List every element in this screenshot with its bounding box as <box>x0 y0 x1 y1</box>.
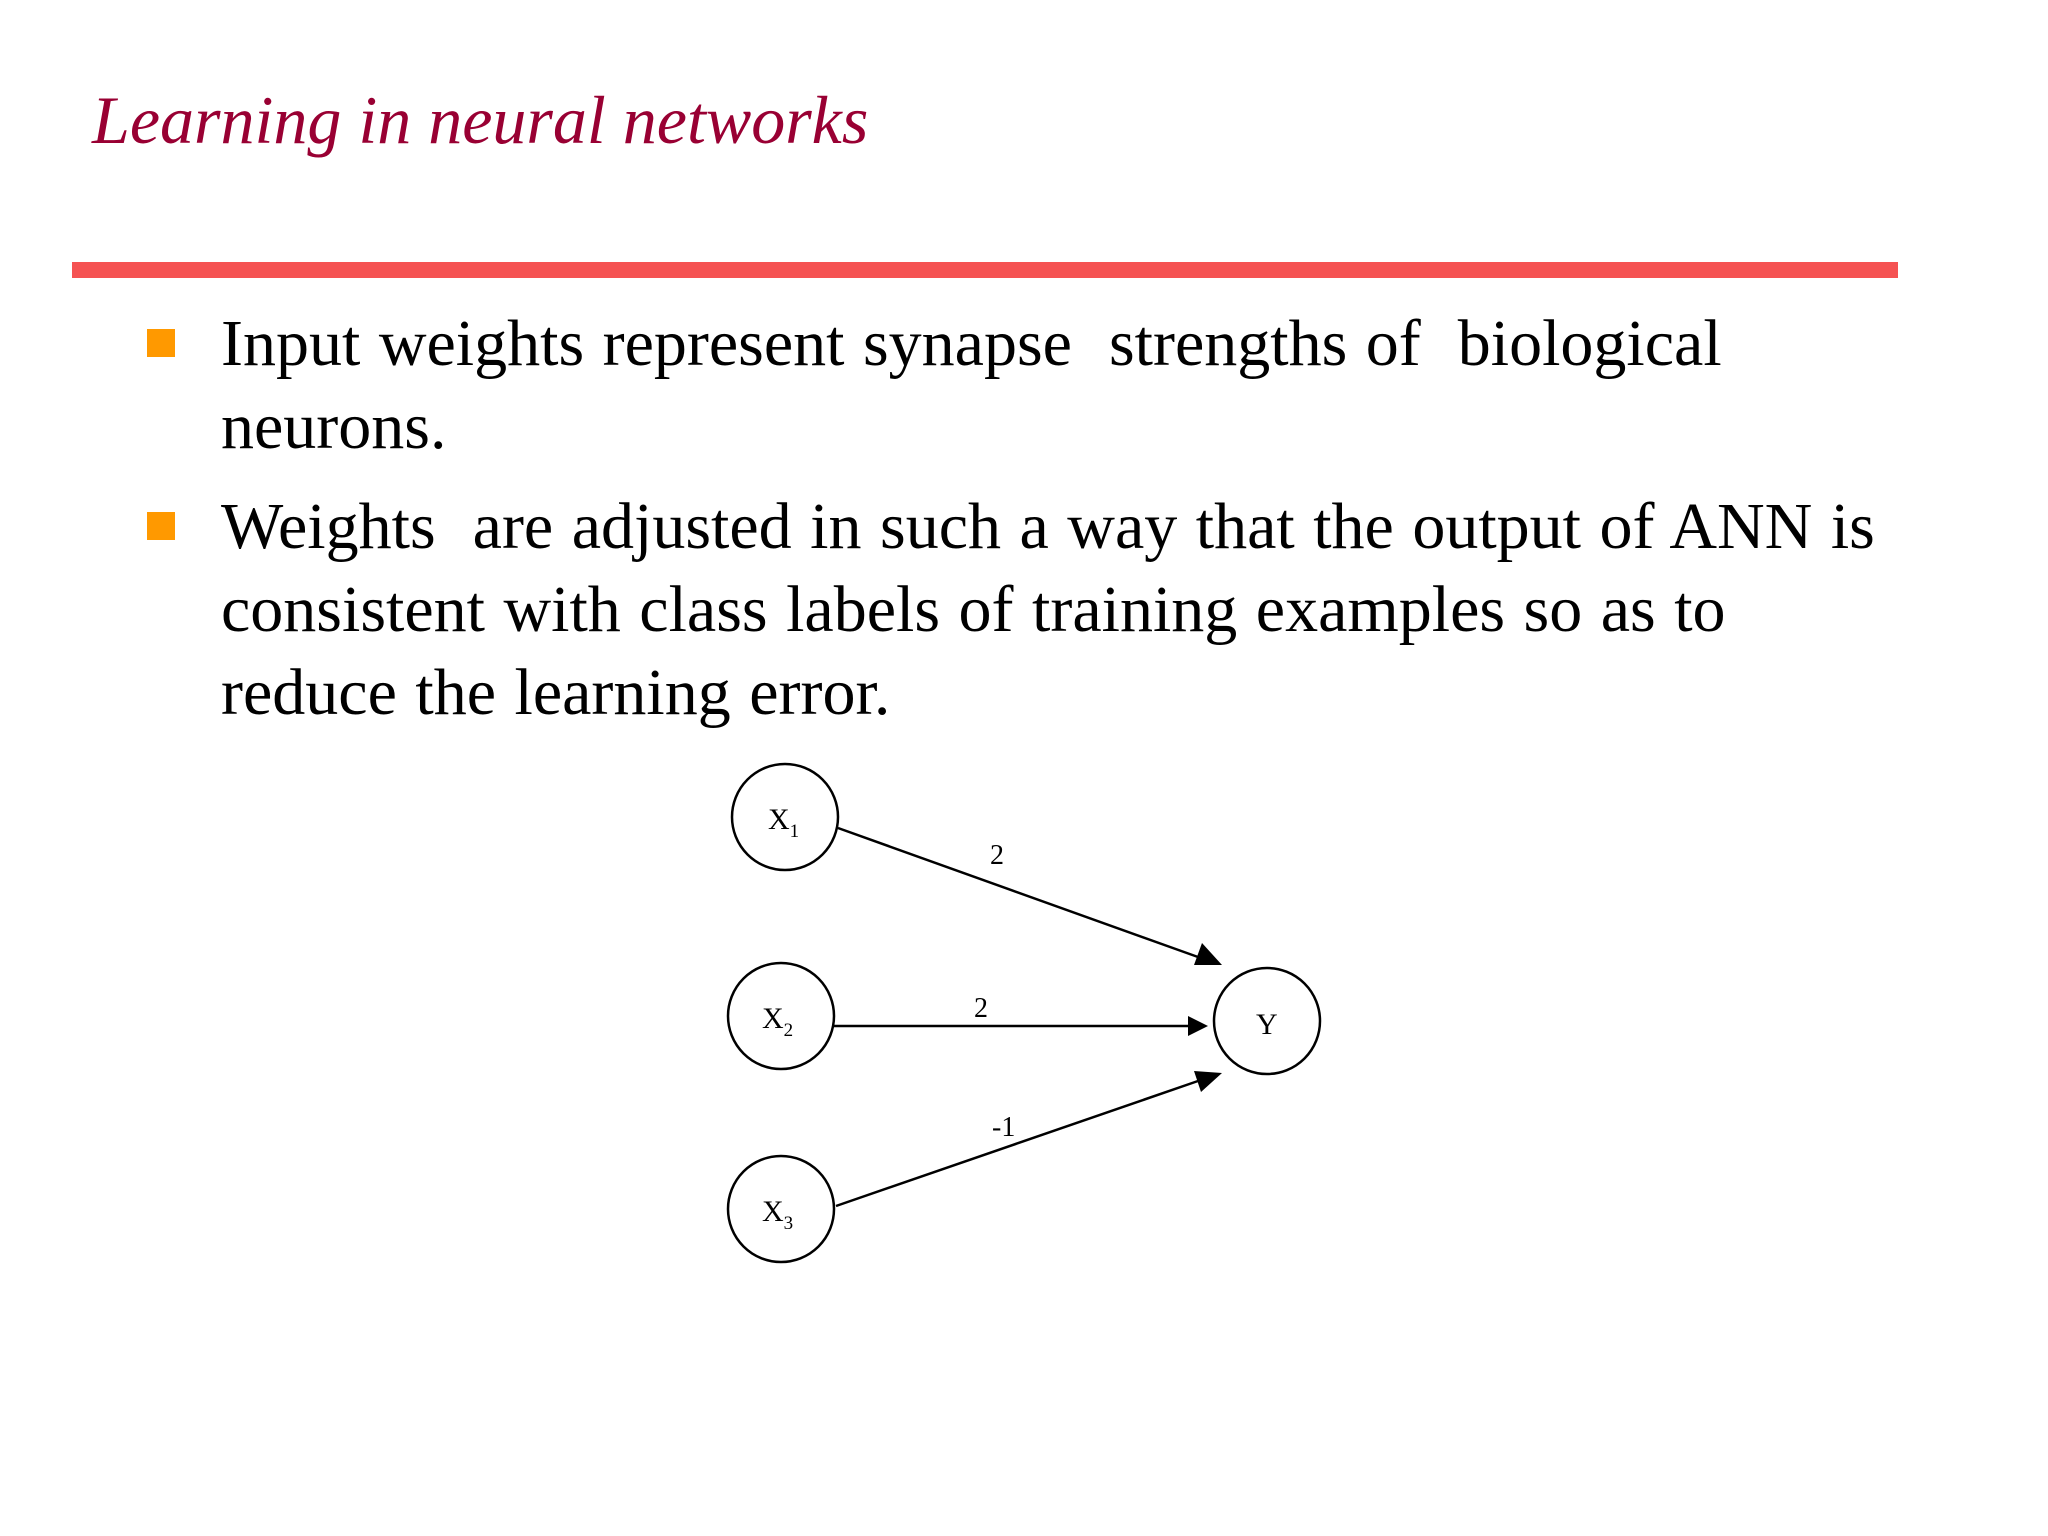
edge-weight-3: -1 <box>992 1112 1016 1143</box>
input-node-x1 <box>732 764 838 870</box>
edge-x3-y <box>836 1081 1198 1206</box>
arrow-head-icon <box>1194 1071 1222 1092</box>
node-letter: X <box>768 803 790 836</box>
node-subscript: 2 <box>783 1020 794 1041</box>
slide-title: Learning in neural networks <box>92 82 869 158</box>
output-node-y <box>1214 968 1320 1074</box>
bullet-text: Weights are adjusted in such a way that the output of ANN is consistent with class labels of training examples so as to reduce the learning error. <box>221 490 1894 729</box>
input-node-x2 <box>728 963 834 1069</box>
input-node-x3 <box>728 1156 834 1262</box>
edge-weight-2: 2 <box>974 993 988 1024</box>
bullet-text: Input weights represent synapse strengths of biological neurons. <box>221 307 1741 463</box>
edge-x1-y <box>838 828 1198 957</box>
node-subscript: 1 <box>789 821 800 842</box>
node-letter: X <box>762 1195 784 1228</box>
arrow-head-icon <box>1194 943 1222 965</box>
node-letter: X <box>762 1002 784 1035</box>
arrow-head-icon <box>1188 1016 1208 1036</box>
node-subscript: 3 <box>783 1213 794 1234</box>
edge-weight-1: 2 <box>990 840 1004 871</box>
node-label: Y <box>1256 1008 1278 1041</box>
